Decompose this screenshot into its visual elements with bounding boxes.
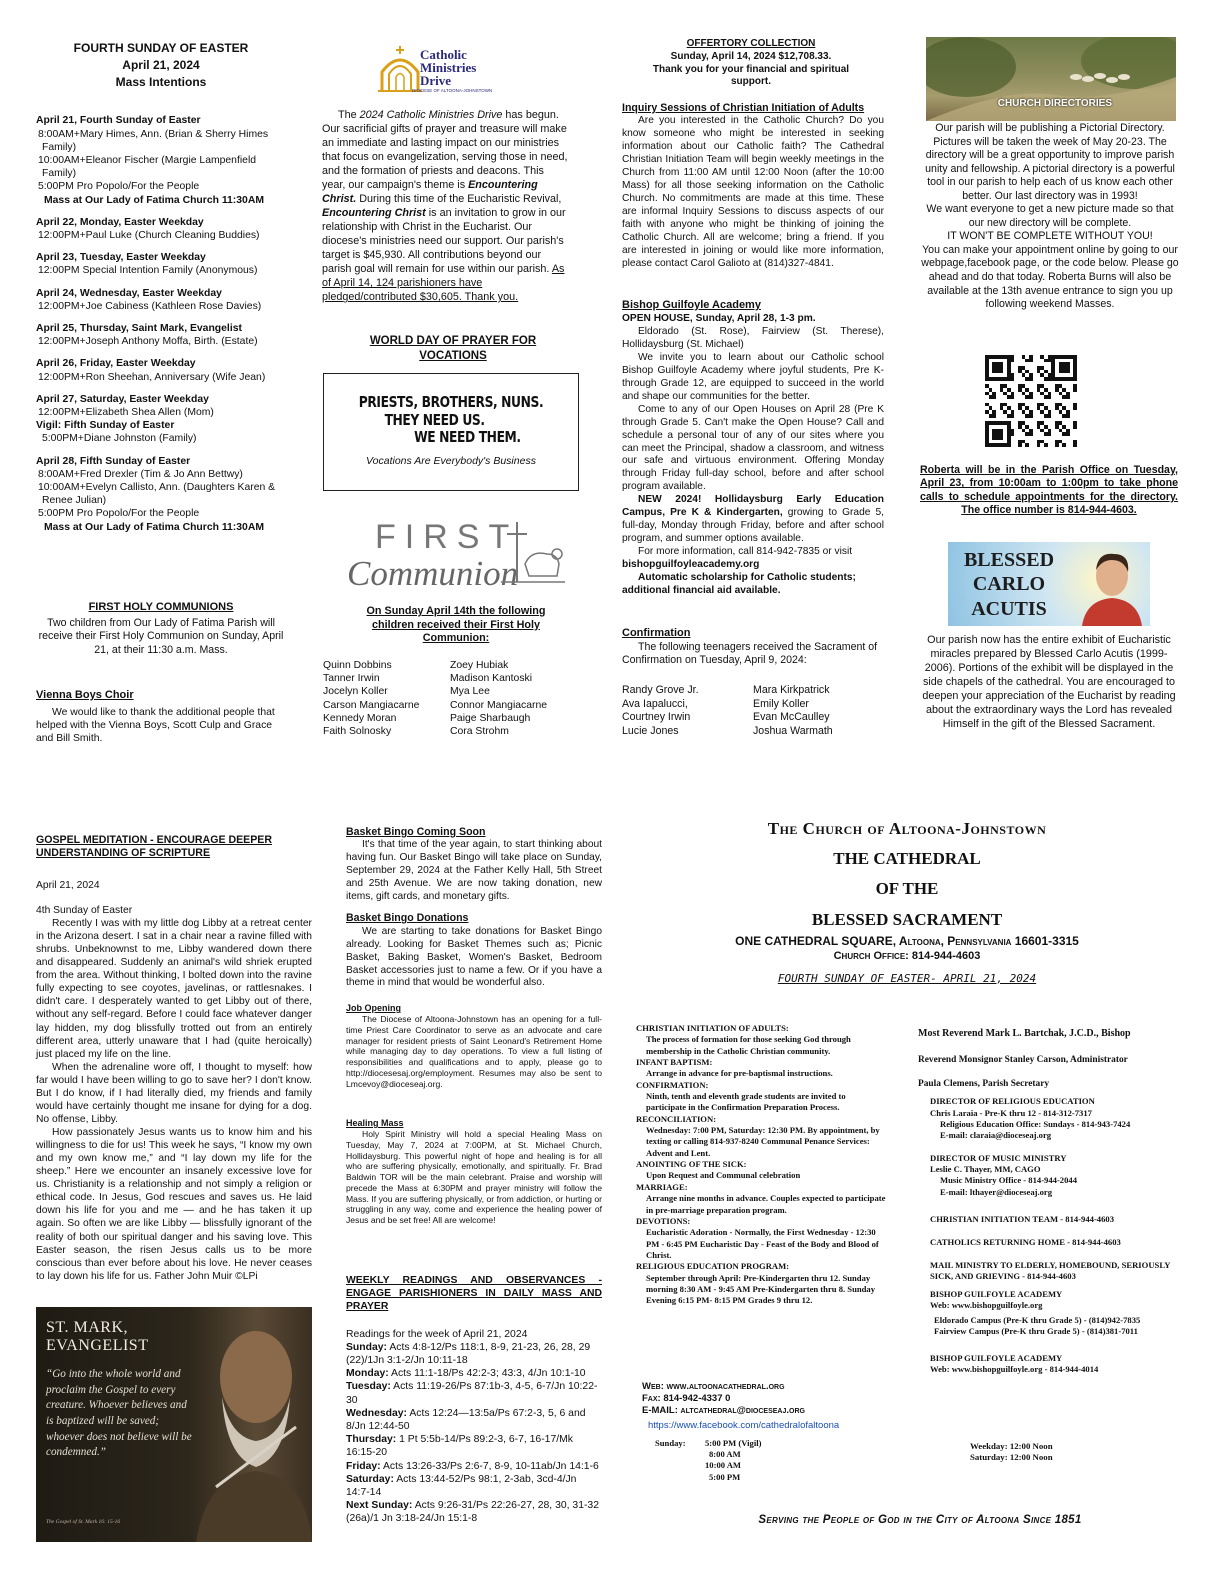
directory-p3: You can make your appointment online by going to our webpage,facebook page, or the code below. Please go ahead and do that today. Roberta Burns will also be available at the 13th avenue entrance to sign you up following weekend Masses.	[921, 243, 1179, 311]
confirmand-name: Ava Iapalucci,	[622, 697, 688, 710]
directory-p2: We want everyone to get a new picture made so that our new directory will be complete.	[926, 203, 1174, 229]
reading-text: Acts 13:26-33/Ps 2:6-7, 8-9, 10-11ab/Jn 14:1-6	[380, 1460, 599, 1472]
staff-bga2-heading: BISHOP GUILFOYLE ACADEMY	[930, 1353, 1063, 1364]
cmd-text-b: 2024 Catholic Ministries Drive	[359, 109, 503, 121]
cmd-logo-line3: Drive	[420, 73, 452, 88]
first-holy-communions	[36, 601, 286, 657]
cmd-text-f: Encountering Christ	[322, 207, 426, 220]
mi-heading3: Mass Intentions	[115, 74, 207, 89]
saturday-line: Saturday: 12:00 Noon	[970, 1452, 1053, 1463]
facebook-link[interactable]: https://www.facebook.com/cathedralofaltoona	[648, 1419, 840, 1431]
reading-item	[346, 1460, 602, 1473]
communicant-name: Mya Lee	[450, 686, 490, 698]
job-opening	[346, 1003, 602, 1089]
masthead-sunday: FOURTH SUNDAY OF EASTER- APRIL 21, 2024	[777, 971, 1037, 985]
mass-intention-line: 5:00PM Pro Popolo/For the People	[38, 508, 200, 520]
staff-admin: Reverend Monsignor Stanley Carson, Administrator	[918, 1055, 1128, 1065]
bingo-text: It's that time of the year again, to start thinking about having fun. Our Basket Bingo will take place on Sunday, September 29, 2024 at the Father Kelly Hall, 5th Street and 25th Avenue. We are now taking donation, new items, gift cards, and monetary gifts.	[346, 839, 602, 903]
carlo-acutis-portrait	[1074, 542, 1150, 626]
bingo-heading: Basket Bingo Coming Soon	[346, 826, 486, 838]
confirmand-name: Lucie Jones	[622, 725, 679, 738]
vienna-heading: Vienna Boys Choir	[36, 689, 134, 701]
gospel-meditation	[36, 834, 312, 1283]
sunday-mass-time: 5:00 PM	[709, 1471, 741, 1482]
acutis-banner	[948, 542, 1150, 626]
bingo-text2: We are starting to take donations for Basket Bingo already. Looking for Basket Themes such as; Picnic Basket, Baking Basket, Women's Basket, Bedroom Basket accessories just to name a few. Or if you have a theme in mind that would be wonderful also.	[346, 925, 602, 989]
bishop-guilfoyle-academy	[622, 299, 884, 598]
reading-text: Acts 9:26-31/Ps 22:26-27, 28, 30, 31-32 (26a)/1 Jn 3:18-24/Jn 15:1-8	[346, 1500, 599, 1525]
cmd-text-h: As of April 14, 124 parishioners have pledged/contributed $30,605. Thank you.	[322, 263, 565, 304]
sunday-mass-time: 10:00 AM	[705, 1460, 742, 1471]
reading-item	[346, 1407, 602, 1433]
offertory	[620, 38, 882, 89]
fc-heading: On Sunday April 14th the following children received their First Holy Communion:	[366, 605, 546, 645]
gospel-heading: GOSPEL MEDITATION - ENCOURAGE DEEPER UNDERSTANDING OF SCRIPTURE	[36, 834, 273, 860]
sacrament-heading: ANOINTING OF THE SICK:	[636, 1159, 747, 1170]
reading-item	[346, 1433, 602, 1459]
masthead-address: ONE CATHEDRAL SQUARE, Altoona, Pennsylvania 16601-3315	[735, 934, 1079, 949]
cmd-text-a: The	[338, 109, 360, 121]
vocations-box	[323, 373, 579, 491]
gospel-sunday: 4th Sunday of Easter	[36, 904, 133, 916]
offertory-thanks: Thank you for your financial and spiritual support.	[652, 63, 850, 88]
mass-intention-day	[36, 114, 286, 206]
reading-day: Tuesday:	[346, 1381, 391, 1393]
communicant-name: Paige Sharbaugh	[450, 712, 531, 724]
staff-music-1: Leslie C. Thayer, MM, CAGO	[930, 1164, 1041, 1175]
mi-heading1: FOURTH SUNDAY OF EASTER	[73, 41, 249, 55]
communicant-name: Kennedy Moran	[323, 712, 397, 724]
mass-intention-line: 8:00AM+Fred Drexler (Tim & Jo Ann Bettwy)	[38, 468, 243, 480]
reading-text: Acts 4:8-12/Ps 118:1, 8-9, 21-23, 26, 28, 29 (22)/1Jn 3:1-2/Jn 10:11-18	[346, 1341, 591, 1367]
mass-intention-day	[36, 455, 286, 534]
sunday-times	[705, 1438, 761, 1483]
readings-heading: WEEKLY READINGS AND OBSERVANCES - ENGAGE PARISHIONERS IN DAILY MASS AND PRAYER	[346, 1275, 602, 1313]
confirmand-name: Joshua Warmath	[753, 725, 833, 738]
bga-heading: Bishop Guilfoyle Academy	[622, 299, 761, 311]
fhc-text: Two children from Our Lady of Fatima Parish will receive their First Holy Communion on Sunday, April 21, at their 11:30 a.m. Mass.	[38, 616, 284, 656]
mass-intention-day-title: April 28, Fifth Sunday of Easter	[36, 455, 191, 467]
offertory-line: Sunday, April 14, 2024 $12,708.33.	[670, 50, 832, 62]
staff-bishop: Most Reverend Mark L. Bartchak, J.C.D., Bishop	[918, 1028, 1131, 1039]
reading-day: Wednesday:	[346, 1407, 408, 1419]
confirmand-name: Courtney Irwin	[622, 711, 691, 724]
sunday-mass-time: 8:00 AM	[709, 1449, 741, 1460]
st-mark-title1: ST. MARK,	[46, 1319, 128, 1336]
readings-intro: Readings for the week of April 21, 2024	[346, 1328, 528, 1340]
directory-image	[926, 37, 1176, 121]
sacrament-text: September through April: Pre-Kindergarten thru 12. Sunday morning 8:30 AM - 9:45 AM Pre-Kindergarten thru 8. Sunday Evening 6:15 PM- 8:15 PM Grades 9 thru 12.	[646, 1272, 876, 1306]
reading-item	[346, 1341, 602, 1367]
fc-logo-bottom: Communion	[347, 554, 519, 593]
staff-secretary: Paula Clemens, Parish Secretary	[918, 1079, 1050, 1090]
fc-logo-top: FIRST	[375, 518, 519, 556]
contact-fax: Fax: 814-942-4337 0	[642, 1392, 731, 1404]
communicant-name: Quinn Dobbins	[323, 660, 392, 671]
masthead-office: Church Office: 814-944-4603	[833, 949, 981, 962]
staff-cit: CHRISTIAN INITIATION TEAM - 814-944-4603	[930, 1213, 1114, 1224]
mass-intention-line: 8:00AM+Mary Himes, Ann. (Brian & Sherry Himes Family)	[38, 128, 269, 153]
reading-text: Acts 11:1-18/Ps 42:2-3; 43:3, 4/Jn 10:1-10	[388, 1368, 586, 1380]
confirmation-text: The following teenagers received the Sacrament of Confirmation on Tuesday, April 9, 2024:	[622, 640, 878, 667]
reading-text: 1 Pt 5:5b-14/Ps 89:2-3, 6-7, 16-17/Mk 16:15-20	[346, 1434, 573, 1459]
gospel-p2: When the adrenaline wore off, I thought to myself: how far would I have been willing to go to save her? I don't know. But I do know, if I had literally died, my friends and family would have certainly thought me insane for dying for a dog. No offense, Libby.	[36, 1061, 312, 1125]
first-communion-logo	[345, 516, 573, 594]
bga-campuses: Eldorado (St. Rose), Fairview (St. Therese), Hollidaysburg (St. Michael)	[622, 325, 884, 350]
bga-open-house: OPEN HOUSE, Sunday, April 28, 1-3 pm.	[622, 312, 816, 324]
bga-web: bishopguilfoyleacademy.org	[622, 559, 760, 571]
mass-intention-day-title: April 22, Monday, Easter Weekday	[36, 216, 204, 228]
mass-intention-day-title: April 25, Thursday, Saint Mark, Evangelist	[36, 323, 242, 335]
acutis-line1: BLESSED	[963, 549, 1055, 571]
mass-intention-line: 12:00PM+Joe Cabiness (Kathleen Rose Davies)	[38, 300, 262, 312]
confirmand-name: Randy Grove Jr.	[622, 683, 699, 696]
readings-list	[346, 1341, 602, 1526]
offertory-heading: OFFERTORY COLLECTION	[686, 38, 816, 49]
fc-names	[323, 659, 573, 738]
communicant-name: Zoey Hubiak	[450, 660, 509, 671]
vocations-line2: THEY NEED US.	[384, 410, 485, 429]
bingo-heading2: Basket Bingo Donations	[346, 912, 469, 925]
mass-intention-day-title: April 26, Friday, Easter Weekday	[36, 358, 196, 370]
st-mark-title2: EVANGELIST	[46, 1337, 149, 1355]
staff-bga-heading: BISHOP GUILFOYLE ACADEMY	[930, 1288, 1063, 1299]
directory-qr-code[interactable]	[985, 355, 1077, 447]
cmd-text-g: is an invitation to grow in our relationship with Christ in the Eucharist. Our diocese's ministries need our support. Our parish's target is $45,930. All contributions beyond our parish goal will remain for use within our parish.	[322, 207, 566, 276]
cathedral-arch-icon	[376, 44, 424, 94]
masthead	[624, 818, 1190, 985]
fc-names-right	[446, 659, 573, 738]
cross-lamb-icon	[495, 520, 567, 590]
communicant-name: Faith Solnosky	[323, 726, 392, 738]
bga-scholarship: Automatic scholarship for Catholic students; additional financial aid available.	[622, 572, 856, 596]
directory-caps: IT WON'T BE COMPLETE WITHOUT YOU!	[947, 230, 1153, 243]
fc-names-left	[323, 659, 446, 738]
mass-intention-line: 12:00PM+Ron Sheehan, Anniversary (Wife Jean)	[38, 371, 266, 383]
communicant-name: Cora Strohm	[450, 726, 509, 738]
st-mark-portrait	[186, 1307, 312, 1542]
mass-intention-day-title: April 21, Fourth Sunday of Easter	[36, 115, 201, 127]
reading-item	[346, 1473, 602, 1499]
confirmation-heading: Confirmation	[622, 627, 691, 639]
mi-heading2: April 21, 2024	[122, 57, 200, 72]
reading-day: Saturday:	[346, 1473, 394, 1485]
mass-intention-line: 12:00PM+Joseph Anthony Moffa, Birth. (Estate)	[38, 336, 258, 348]
mass-intention-day	[36, 216, 286, 242]
reading-text: Acts 12:24—13:5a/Ps 67:2-3, 5, 6 and 8/Jn 12:44-50	[346, 1407, 586, 1433]
staff-mail: MAIL MINISTRY TO ELDERLY, HOMEBOUND, SERIOUSLY SICK, AND GRIEVING - 814-944-4603	[930, 1260, 1171, 1282]
sacrament-heading: CHRISTIAN INITIATION OF ADULTS:	[636, 1023, 789, 1033]
reading-text: Acts 11:19-26/Ps 87:1b-3, 4-5, 6-7/Jn 10:22-30	[346, 1381, 598, 1406]
gospel-p1: Recently I was with my little dog Libby at a retreat center in the Arizona desert. I sat in a chair near a ravine filled with shrubs. Unbeknownst to me, Libby wandered down there and disappeared. Suddenly an animal's wild shriek erupted from the area. Without thinking, I bolted down into the ravine fully expecting to see coyotes, javelinas, or rattlesnakes. I didn't care. I desperately wanted to get Libby out of there, without any self-regard. Before I could face whatever danger lay hidden, my dog blissfully trotted out from an entirely different area, utterly unaware that I had (quite heroically) just placed my life on the line.	[36, 918, 312, 1060]
mass-intention-day-title: April 27, Saturday, Easter Weekday	[36, 393, 209, 405]
sunday-mass-time: 5:00 PM (Vigil)	[705, 1438, 762, 1448]
mass-intention-line: 12:00PM Special Intention Family (Anonymous)	[38, 265, 258, 277]
cmd-text-e: During this time of the Eucharistic Revival,	[356, 193, 562, 206]
reading-item	[346, 1380, 602, 1406]
healing-text: Holy Spirit Ministry will hold a special Healing Mass on Tuesday, May 7, 2024 at 7:00PM, at St. Michael Church, Hollidaysburg. This powerful night of hope and healing is for all who are suffering physically, emotionally, and spiritually. Fr. Brad Baldwin TOR will be the main celebrant. Praise and worship will precede the Mass at 6:30PM and prayer ministry will follow the Mass. If you are suffering physically, or from addiction, or hurting or struggling in any way, come and experience the healing power of Jesus and be set free! All are welcome!	[346, 1129, 602, 1226]
cmd-text-c: has begun. Our sacrificial gifts of prayer and treasure will make an immediate and lasting impact on our ministries that focus on evangelization, serving those in need, and the formation of priests and deacons. This year, our campaign's theme is	[322, 109, 568, 192]
confirmation-names-left	[622, 684, 753, 739]
staff-music-heading: DIRECTOR OF MUSIC MINISTRY	[930, 1153, 1067, 1164]
bga-p3-bold: NEW 2024! Hollidaysburg Early Education Campus, Pre K & Kindergarten,	[622, 494, 884, 519]
footer-tagline: Serving the People of God in the City of Altoona Since 1851	[758, 1514, 1082, 1526]
confirmation-names-right	[753, 684, 884, 739]
staff-dre-heading: DIRECTOR OF RELIGIOUS EDUCATION	[930, 1096, 1095, 1107]
staff-music-2: Music Ministry Office - 814-944-2044	[940, 1175, 1077, 1186]
staff-bga-2: Fairview Campus (Pre-K thru Grade 5) - (814)381-7011	[934, 1326, 1138, 1337]
staff-music-3: E-mail: lthayer@dioceseaj.org	[940, 1186, 1053, 1197]
sunday-schedule	[655, 1438, 855, 1483]
staff-bga2-web[interactable]: Web: www.bishopguilfoyle.org - 814-944-4014	[930, 1364, 1099, 1375]
healing-heading: Healing Mass	[346, 1118, 404, 1128]
reading-day: Sunday:	[346, 1341, 387, 1353]
mass-intention-day	[36, 287, 286, 313]
mass-intention-line: 10:00AM+Eleanor Fischer (Margie Lampenfield Family)	[38, 155, 257, 180]
sacrament-text: Eucharistic Adoration - Normally, the First Wednesday - 12:30 PM - 6:45 PM Eucharistic Day - Feast of the Body and Blood of Christ.	[646, 1227, 879, 1260]
sacrament-heading: CONFIRMATION:	[636, 1079, 709, 1090]
reading-day: Next Sunday:	[346, 1500, 413, 1512]
confirmand-name: Evan McCaulley	[753, 711, 830, 724]
sacraments	[636, 1023, 886, 1307]
inquiry-text: Are you interested in the Catholic Church? Do you know someone who might be interested in seeking information about our Catholic faith? The Cathedral Christian Initiation Team will begin weekly meetings in the Church from 11:00 AM until 12:00 Noon (after the 10:00 Mass) for all those seeking information on the Catholic Church. No commitments are made at this time. These are informal Inquiry Sessions to discuss aspects of our faith with anyone who might be thinking of joining the Catholic Church. All are welcome; bring a friend. If you are interested in joining or would like more information, please contact Carol Galioto at (814)327-4841.	[622, 115, 884, 269]
staff	[918, 1027, 1180, 1376]
vocations-line3: WE NEED THEM.	[414, 428, 521, 447]
sacrament-heading: RECONCILIATION:	[636, 1113, 717, 1124]
st-mark-quote: “Go into the whole world and proclaim the Gospel to every creature. Whoever believes and is baptized will be saved; whoever does not believe will be condemned.”	[46, 1368, 192, 1459]
sacrament-text: Wednesday: 7:00 PM, Saturday: 12:30 PM. By appointment, by texting or calling 814-937-8240 Communal Penance Services: Advent and Lent.	[646, 1125, 880, 1158]
cmd-text-d: Encountering Christ.	[322, 179, 538, 206]
cmd-article	[322, 108, 570, 304]
healing-mass	[346, 1118, 602, 1226]
st-mark-cite: The Gospel of St. Mark 16: 15-16	[46, 1519, 121, 1525]
mass-intention-line: 12:00PM+Elizabeth Shea Allen (Mom)	[38, 407, 214, 419]
contact-web[interactable]: Web: www.altoonacathedral.org	[642, 1381, 785, 1392]
mass-intention-day-title: April 24, Wednesday, Easter Weekday	[36, 287, 222, 299]
mass-intention-note: Mass at Our Lady of Fatima Church 11:30AM	[44, 521, 264, 533]
bga-p2: Come to any of our Open Houses on April 28 (Pre K through Grade 5. Can't make the Open House? Call and schedule a personal tour of any of our sites where you can meet the Principal, shadow a classroom, and witness our safe and virtuous environment. Offering Monday through Friday full-day school, before and after school program available.	[622, 403, 884, 493]
masthead-line3: OF THE	[875, 879, 939, 899]
vocations-heading: WORLD DAY OF PRAYER FOR VOCATIONS	[369, 335, 537, 362]
mass-intention-line: 5:00PM Pro Popolo/For the People	[38, 181, 200, 193]
staff-dre-3: E-mail: claraia@dioceseaj.org	[940, 1129, 1052, 1140]
acutis-line3: ACUTIS	[971, 597, 1047, 620]
inquiry-sessions	[622, 102, 884, 271]
mass-intention-line: 12:00PM+Paul Luke (Church Cleaning Buddies)	[38, 230, 260, 242]
mass-intention-line: 10:00AM+Evelyn Callisto, Ann. (Daughters Karen & Renee Julian)	[38, 482, 276, 507]
sacrament-heading: DEVOTIONS:	[636, 1215, 691, 1226]
gospel-p3: How passionately Jesus wants us to know him and his willingness to die for us! This week he says, “I know my own and my own know me,” and “I lay down my life for the sheep.” Here we encounter an insanely excessive love for us. Christianity is a relationship and not simply a religion or ethical code. In Jesus, God rescues and saves us. He laid down his life for you and me — and he has taken it up again. So often we are like Libby — blissfully ignorant of the reality of both our spiritual danger and his saving love. This Easter season, the risen Jesus calls us to be more conscious than ever before about his love. He never ceases to lay down his life for us. Father John Muir ©LPi	[36, 1127, 312, 1282]
reading-text: Acts 13:44-52/Ps 98:1, 2-3ab, 3cd-4/Jn 14:7-14	[346, 1473, 577, 1499]
job-heading: Job Opening	[346, 1003, 401, 1013]
mass-intention-day	[36, 251, 286, 277]
st-mark-image	[36, 1307, 312, 1542]
directory-text	[918, 122, 1182, 312]
sacrament-heading: MARRIAGE:	[636, 1181, 688, 1192]
communicant-name: Carson Mangiacarne	[323, 699, 420, 711]
mass-intention-vigil: Vigil: Fifth Sunday of Easter	[36, 420, 175, 432]
mass-intention-day	[36, 357, 286, 383]
basket-bingo	[346, 826, 602, 990]
staff-bga-web[interactable]: Web: www.bishopguilfoyle.org	[930, 1299, 1043, 1310]
sacrament-text: Upon Request and Communal celebration	[646, 1170, 801, 1181]
confirmand-name: Mara Kirkpatrick	[753, 683, 830, 696]
communicant-name: Tanner Irwin	[323, 673, 380, 685]
directory-p1: Our parish will be publishing a Pictorial Directory. Pictures will be taken the week of May 20-23. The directory will be a great opportunity to improve parish unity and fellowship. A pictorial directory is a powerful tool in our parish to help each of us know each other better. Our last directory was in 1993!	[925, 122, 1175, 202]
mass-intention-list	[36, 114, 286, 533]
cmd-logo-line1: Catholic	[420, 47, 467, 62]
masthead-line1: The Church of Altoona-Johnstown	[767, 819, 1047, 838]
weekday-schedule	[970, 1441, 1170, 1464]
cmd-logo-line2: Ministries	[420, 60, 477, 75]
bga-p1: We invite you to learn about our Catholic school Bishop Guilfoyle Academy where joyful students, Pre K-through Grade 12, are equipped to succeed in the world and shape our communities for the better.	[622, 351, 884, 402]
reading-day: Friday:	[346, 1460, 381, 1472]
bga-p4: For more information, call 814-942-7835 or visit	[638, 546, 853, 558]
reading-day: Thursday:	[346, 1434, 397, 1446]
sacrament-heading: INFANT BAPTISM:	[636, 1057, 713, 1068]
vienna-boys-choir	[36, 689, 286, 746]
acutis-line2: CARLO	[972, 573, 1046, 596]
inquiry-heading: Inquiry Sessions of Christian Initiation of Adults	[622, 102, 865, 114]
staff-dre-2: Religious Education Office: Sundays - 814-943-7424	[940, 1118, 1131, 1129]
sacrament-text: Arrange nine months in advance. Couples expected to participate in pre-marriage preparation program.	[646, 1193, 886, 1215]
qr-code-icon	[985, 355, 1077, 447]
cmd-logo-sub: DIOCESE OF ALTOONA-JOHNSTOWN	[412, 88, 493, 93]
fhc-heading: FIRST HOLY COMMUNIONS	[88, 601, 234, 613]
weekly-readings	[346, 1274, 602, 1526]
staff-dre-1: Chris Laraia - Pre-K thru 12 - 814-312-7317	[930, 1107, 1092, 1118]
vienna-text: We would like to thank the additional people that helped with the Vienna Boys, Scott Culp and Grace and Bill Smith.	[36, 706, 275, 745]
communicant-name: Jocelyn Koller	[323, 686, 388, 698]
sacrament-text: Arrange in advance for pre-baptismal instructions.	[646, 1068, 833, 1079]
directory-bold-note: Roberta will be in the Parish Office on Tuesday, April 23, from 10:00am to 1:00pm to take phone calls to schedule appointments for the directory. The office number is 814-944-4603.	[920, 464, 1178, 517]
bga-p3: growing to Grade 5, full-day, Monday through Friday, before and after school program, and summer options available.	[622, 507, 884, 545]
contact-info	[642, 1381, 892, 1432]
contact-email[interactable]: E-MAIL: altcathedral@dioceseaj.org	[642, 1404, 805, 1416]
staff-crh: CATHOLICS RETURNING HOME - 814-944-4603	[930, 1236, 1121, 1247]
sacrament-text: Ninth, tenth and eleventh grade students are invited to participate in the Confirmation Preparation Process.	[646, 1091, 846, 1113]
communicant-name: Connor Mangiacarne	[450, 699, 548, 711]
sacrament-text: The process of formation for those seeking God through membership in the Catholic Christian community.	[646, 1034, 851, 1056]
vocations-line1: PRIESTS, BROTHERS, NUNS.	[358, 393, 544, 411]
mass-intention-line: 5:00PM+Diane Johnston (Family)	[42, 433, 197, 445]
masthead-line2: THE CATHEDRAL	[833, 848, 981, 868]
sunday-label: Sunday:	[655, 1438, 686, 1448]
staff-bga-1: Eldorado Campus (Pre-K thru Grade 5) - (814)942-7835	[934, 1314, 1141, 1325]
mass-intention-day-title: April 23, Tuesday, Easter Weekday	[36, 252, 206, 264]
mass-intention-day	[36, 393, 286, 446]
weekday-line: Weekday: 12:00 Noon	[970, 1441, 1053, 1451]
job-text: The Diocese of Altoona-Johnstown has an opening for a full-time Priest Care Coordinator to serve as an advocate and care manager for resident priests of Saint Leonard's Retirement Home while managing day to day operations. To view a full listing of responsibilities and qualifications and to apply, please go to http://diocesesaj.org/employment. Resumes may also be sent to Lmcevoy@dioceseaj.org.	[346, 1014, 602, 1089]
confirmand-name: Emily Koller	[753, 697, 809, 710]
vocations-tagline: Vocations Are Everybody's Business	[366, 455, 536, 468]
communicant-name: Madison Kantoski	[450, 673, 533, 685]
mass-intentions	[36, 40, 286, 543]
reading-item	[346, 1367, 602, 1380]
masthead-line4: BLESSED SACRAMENT	[811, 909, 1003, 929]
reading-item	[346, 1499, 602, 1525]
sacrament-heading: RELIGIOUS EDUCATION PROGRAM:	[636, 1261, 790, 1272]
mass-intention-day	[36, 322, 286, 348]
confirmation	[622, 627, 884, 739]
mass-intention-note: Mass at Our Lady of Fatima Church 11:30AM	[44, 194, 264, 206]
acutis-text: Our parish now has the entire exhibit of Eucharistic miracles prepared by Blessed Carlo Acutis (1999-2006). Portions of the exhibit will be displayed in the side chapels of the cathedral. You are encouraged to deepen your appreciation of the Eucharist by reading about the extraordinary ways the Lord has revealed Himself in the gift of the Blessed Sacrament.	[922, 634, 1176, 731]
reading-day: Monday:	[346, 1368, 389, 1380]
cmd-logo	[376, 44, 516, 94]
gospel-date: April 21, 2024	[36, 879, 100, 891]
directory-image-caption: CHURCH DIRECTORIES	[997, 97, 1112, 109]
